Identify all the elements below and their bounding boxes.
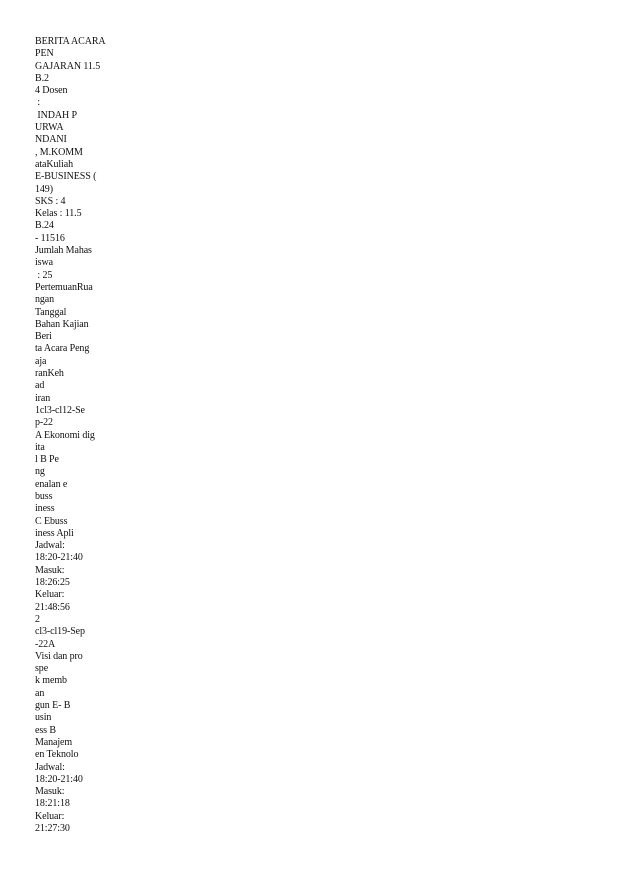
document-line: PertemuanRua — [35, 281, 93, 293]
document-line: iswa — [35, 257, 53, 269]
document-line: 18:26:25 — [35, 577, 70, 589]
document-line: 18:20-21:40 — [35, 552, 83, 564]
document-line: 21:27:30 — [35, 823, 70, 834]
document-line: 149) — [35, 183, 53, 195]
document-line: Masuk: — [35, 786, 65, 798]
document-line: k memb — [35, 675, 67, 687]
document-line: cl3-cl19-Sep — [35, 626, 85, 638]
document-line: Jadwal: — [35, 540, 65, 552]
document-line: ngan — [35, 294, 55, 306]
document-line: A Ekonomi dig — [35, 429, 95, 441]
document-line: l B Pe — [35, 454, 59, 466]
document-line: , M.KOMM — [35, 146, 83, 158]
document-line: ad — [35, 380, 45, 392]
document-line: ranKeh — [35, 368, 64, 380]
document-line: Jadwal: — [35, 761, 65, 773]
document-line: BERITA ACARA — [35, 36, 106, 47]
document-line: iness Apli — [35, 527, 74, 539]
document-line: URWA — [35, 122, 64, 134]
document-line: INDAH P — [35, 109, 77, 121]
document-line: GAJARAN 11.5 — [35, 60, 101, 72]
document-line: C Ebuss — [35, 515, 68, 527]
document-text-column — [35, 36, 155, 835]
document-line: en Teknolo — [35, 749, 79, 761]
document-line: aja — [35, 355, 47, 367]
document-line: 21:48:56 — [35, 601, 70, 613]
document-line: Kelas : 11.5 — [35, 208, 82, 220]
document-line: B.2 — [35, 72, 49, 84]
document-line: E-BUSINESS ( — [35, 171, 97, 183]
document-line: gun E- B — [35, 700, 71, 712]
document-line: Tanggal — [35, 306, 67, 318]
document-line: Beri — [35, 331, 52, 343]
document-line: -22A — [35, 638, 56, 650]
document-line: : — [35, 97, 41, 109]
document-line: 2 — [35, 613, 40, 625]
document-line: usin — [35, 712, 52, 724]
document-line: 18:21:18 — [35, 798, 70, 810]
document-line: Keluar: — [35, 810, 65, 822]
document-line: enalan e — [35, 478, 68, 490]
document-line: NDANI — [35, 134, 67, 146]
document-line: iran — [35, 392, 51, 404]
document-line: 1cl3-cl12-Se — [35, 404, 85, 416]
document-line: an — [35, 687, 45, 699]
document-line: 18:20-21:40 — [35, 773, 83, 785]
document-line: iness — [35, 503, 55, 515]
document-line: Keluar: — [35, 589, 65, 601]
document-line: Masuk: — [35, 564, 65, 576]
document-line: ataKuliah — [35, 158, 73, 170]
document-line: ita — [35, 441, 45, 453]
document-line: Manajem — [35, 736, 73, 748]
document-line: 4 Dosen — [35, 85, 68, 97]
document-line: ta Acara Peng — [35, 343, 90, 355]
document-line: - 11516 — [35, 232, 65, 244]
document-line: Bahan Kajian — [35, 318, 89, 330]
document-line: B.24 — [35, 220, 54, 232]
document-line: SKS : 4 — [35, 195, 66, 207]
document-line: spe — [35, 663, 49, 675]
document-line: ng — [35, 466, 45, 478]
document-line: ess B — [35, 724, 56, 736]
document-line: p-22 — [35, 417, 53, 429]
document-line: Visi dan pro — [35, 650, 83, 662]
document-line: : 25 — [35, 269, 53, 281]
document-line: Jumlah Mahas — [35, 245, 92, 257]
document-line: PEN — [35, 48, 54, 60]
document-line: buss — [35, 490, 53, 502]
